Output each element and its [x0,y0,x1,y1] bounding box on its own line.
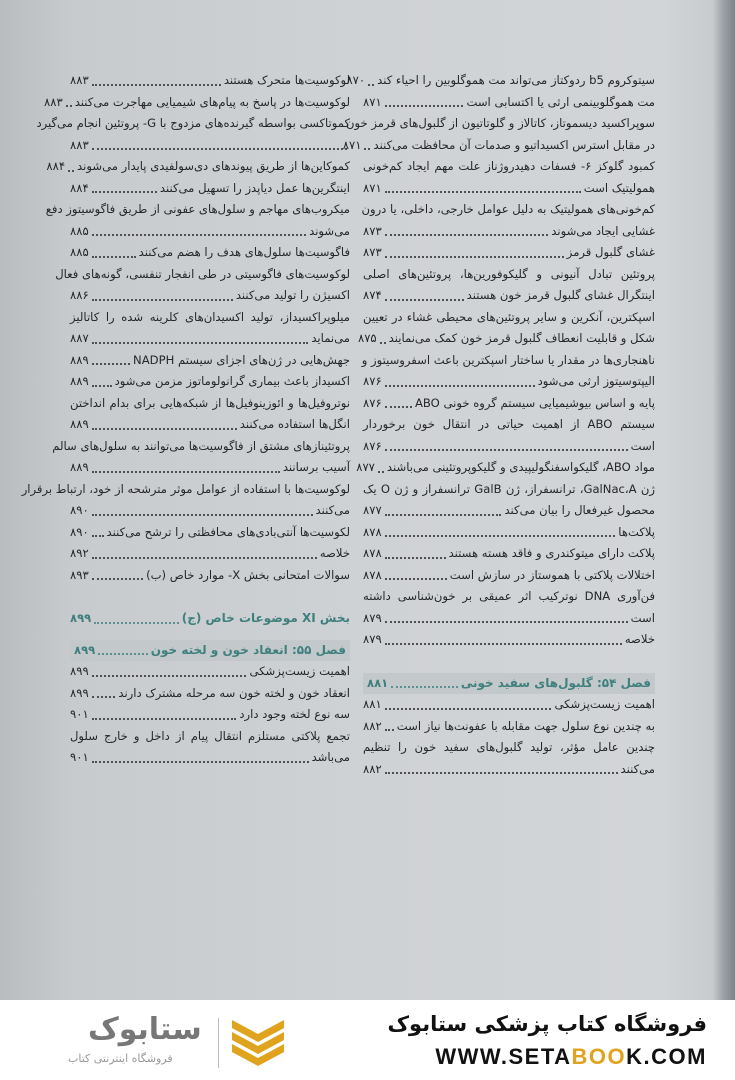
toc-entry-page: ۸۹۹ [70,664,89,678]
toc-column-right [342,70,656,780]
dot-leader [92,535,104,537]
toc-entry-text: مت هموگلوبینمی ارثی یا اکتسابی است [466,94,655,109]
dot-leader [385,535,616,537]
toc-entry[interactable] [363,436,655,458]
dot-leader [92,363,130,365]
toc-entry[interactable] [70,457,350,479]
toc-entry [21,479,350,501]
dot-leader [98,653,148,655]
dot-leader [92,256,136,258]
dot-leader [92,234,306,236]
toc-entry-text: اکسیداز باعث بیماری گرانولوماتوز مزمن می‌شود [114,374,350,388]
toc-entry-text: غشایی ایجاد می‌شوند [551,223,655,238]
toc-entry-page: ۸۷۱ [342,137,362,152]
toc-entries-right [342,70,656,651]
toc-entry-page: ۸۸۶ [70,288,89,302]
toc-entry-text: خلاصه [624,632,655,646]
toc-entry-text: می‌نماید [311,331,350,345]
toc-entry-page: ۸۷۷ [356,460,375,474]
toc-entry[interactable] [363,759,655,781]
toc-entry[interactable] [70,70,350,92]
dot-leader [385,105,464,107]
store-footer-banner [0,1000,735,1080]
url-highlight: BOO [571,1044,627,1069]
dot-leader [385,514,502,516]
toc-entry-text: لوکوسیت‌ها در پاسخ به پیام‌های شیمیایی مهاجرت می‌کنند [74,94,350,109]
toc-entry [363,307,655,329]
toc-entry[interactable] [70,221,350,243]
toc-entry-text: کم‌خونی‌های همولیتیک به دلیل عوامل خارجی، داخلی، یا درون [361,202,655,216]
toc-entry[interactable] [357,328,655,350]
toc-entry[interactable] [363,92,655,114]
dot-leader [94,622,178,624]
toc-entry-text: پروتئین تبادل آنیونی و گلیکوفورین‌ها، پروتئین‌های اصلی [363,266,655,281]
dot-leader [92,428,237,430]
toc-entry-page: ۸۸۴ [46,159,66,173]
dot-leader [92,471,280,473]
toc-entry-text: پروتئینازهای مشتق از فاگوسیت‌ها می‌توانند به سلول‌های سالم [52,438,350,453]
toc-entry [70,393,350,415]
toc-entry-text: به چندین نوع سلول جهت مقابله با عفونت‌ها نیاز است [396,718,655,733]
toc-entry-page: ۸۷۸ [363,546,382,560]
toc-column-left [21,70,350,769]
dot-leader [92,191,157,193]
toc-entries-left [21,70,350,586]
toc-entry-page: ۸۸۳ [70,137,89,152]
store-url-link[interactable] [435,1044,707,1070]
toc-entry-page: ۸۷۷ [363,503,382,517]
toc-entry-text: چندین عامل مؤثر، تولید گلبول‌های سفید خون را تنظیم [363,740,655,754]
dot-leader [92,718,237,720]
dot-leader [92,299,233,301]
dot-leader [92,385,112,387]
dot-leader [385,708,552,710]
dot-leader [92,84,221,86]
page-edge-shadow [713,0,735,1000]
toc-entry [363,156,655,178]
toc-entry-text: لوکوسیت‌ها با استفاده از عوامل موثر مترشحه از خود، ارتباط برقرار [21,481,350,496]
dot-leader [92,761,309,763]
dot-leader [368,84,374,86]
dot-leader [385,385,535,387]
toc-entry[interactable] [70,135,350,157]
toc-entry [36,113,350,135]
dot-leader [92,578,143,580]
toc-entry-text: خلاصه [319,546,350,560]
dot-leader [385,772,618,774]
toc-entry [363,414,655,436]
toc-entry[interactable] [44,92,350,114]
toc-entry-page: ۸۷۸ [363,567,382,582]
toc-entry-text: کموتاکسی بواسطه گیرنده‌های مزدوج با G- پروتئین انجام می‌گیرد [36,116,350,130]
dot-leader [68,170,74,172]
toc-entry-text: پلاکت‌ها [618,524,655,539]
toc-entry[interactable] [70,350,350,372]
toc-entry [45,199,350,221]
dot-leader [385,256,564,258]
toc-entry[interactable] [70,704,350,726]
toc-entry-text: اسپکترین، آنکرین و سایر پروتئین‌های محیطی غشاء در تعیین [363,309,655,324]
dot-leader [380,342,386,344]
toc-entry-text: است [630,438,655,453]
toc-entry[interactable] [363,500,655,522]
toc-entry[interactable] [70,500,350,522]
toc-entry-page: ۸۸۵ [70,245,89,259]
toc-entry-page: ۸۷۶ [363,374,382,388]
dot-leader [92,557,317,559]
toc-entry-text: میکروب‌های مهاجم و سلول‌های عفونی از طریق فاگوسیتوز دفع [45,202,350,216]
dot-leader [378,471,384,473]
toc-entry [70,726,350,748]
toc-entry-text: شکل و قابلیت انعطاف گلبول قرمز خون کمک می‌نمایند [388,331,655,345]
toc-entry-page: ۸۸۴ [70,180,89,195]
url-suffix: K.COM [626,1044,707,1069]
toc-entry-text: پلاکت دارای میتوکندری و فاقد هسته هستند [448,546,655,560]
toc-entry [363,737,655,759]
toc-entry-text: اینتگرین‌ها عمل دیاپدز را تسهیل می‌کنند [159,180,350,195]
toc-entry[interactable] [363,221,655,243]
toc-entry-page: ۸۸۳ [44,94,63,109]
toc-entry-text: ناهنجاری‌ها در مقدار یا ساختار اسپکترین باعث اسفروسیتوز و [361,352,655,367]
toc-entry[interactable] [363,242,655,264]
toc-entry-page: ۸۷۹ [363,632,382,646]
toc-entry[interactable] [70,242,350,264]
toc-entry[interactable] [363,285,655,307]
toc-entry-text: لوکوسیت‌ها متحرک هستند [223,73,350,87]
toc-entry-text: کموکاین‌ها از طریق پیوندهای دی‌سولفیدی پایدار می‌شوند [77,159,350,173]
dot-leader [391,686,458,688]
toc-entry-page: ۸۹۲ [70,546,89,560]
store-name: فروشگاه کتاب پزشکی ستابوک [387,1012,707,1036]
toc-entry [363,264,655,286]
toc-entry-text: نوتروفیل‌ها و ائوزینوفیل‌ها از شبکه‌هایی برای بدام انداختن [70,395,350,410]
toc-entry-text: پایه و اساس بیوشیمیایی سیستم گروه خونی ABO [415,395,655,410]
toc-entry-page: ۸۷۶ [363,438,382,453]
toc-entry-text: فاگوسیت‌ها سلول‌های هدف را هضم می‌کنند [138,245,350,259]
toc-entry-page: ۸۷۴ [363,288,382,302]
chapter-54-entries [363,694,655,780]
toc-entry[interactable] [363,608,655,630]
chapter-page: ۸۹۹ [74,642,96,657]
toc-entry[interactable] [70,683,350,705]
toc-entry-text: می‌باشد [311,750,350,764]
dot-leader [385,729,394,731]
toc-entry[interactable] [363,565,655,587]
toc-entry-page: ۸۸۳ [70,73,89,87]
toc-entry[interactable] [363,629,655,651]
toc-entry-text: اختلالات پلاکتی با هموستاز در سازش است [449,567,655,582]
toc-entry-text: است [630,610,655,625]
toc-entry-page: ۸۸۹ [70,374,89,388]
toc-entry-text: آسیب برسانند [282,460,350,474]
toc-entry [363,199,655,221]
toc-entry-page: ۸۷۳ [363,223,382,238]
toc-entry-text: سوالات امتحانی بخش X- موارد خاص (ب) [146,567,350,582]
toc-entry[interactable] [363,371,655,393]
toc-entry-text: مواد ABO، گلیکواسفنگولیپیدی و گلیکوپروتئینی می‌باشند [386,460,655,474]
toc-entry-page: ۸۷۰ [346,73,366,87]
toc-entry[interactable] [70,414,350,436]
toc-entry-text: در مقابل استرس اکسیداتیو و صدمات آن محافظت می‌کنند [373,137,655,152]
toc-entry [363,586,655,608]
toc-entry-text: اکسیژن را تولید می‌کنند [235,288,350,302]
toc-entry[interactable] [70,543,350,565]
toc-entry[interactable] [363,694,655,716]
toc-entry-text: اهمیت زیست‌پزشکی [249,664,350,678]
toc-entry-page: ۸۸۷ [70,331,89,345]
logo-divider [218,1018,219,1068]
toc-entry-text: انگل‌ها استفاده می‌کنند [239,417,350,431]
toc-entry [70,307,350,329]
toc-entry-page: ۸۷۱ [363,180,382,195]
toc-entry-text: تجمع پلاکتی مستلزم انتقال پیام از داخل و خارج سلول [70,728,350,743]
toc-entry [363,479,655,501]
chapter-page: ۸۸۱ [367,675,389,690]
chapter-title: فصل ۵۵: انعقاد خون و لخته خون [150,642,346,657]
toc-entry-page: ۸۷۸ [363,524,382,539]
toc-entry-page: ۸۹۹ [70,685,89,700]
toc-entry-text: لوکوسیت‌های فاگوسیتی در طی انفجار تنفسی، گونه‌های فعال [55,266,350,281]
toc-entry-text: جهش‌هایی در ژن‌های اجزای سیستم NADPH [133,352,350,367]
toc-entry-text: میلوپراکسیداز، تولید اکسیدان‌های کلرینه شده را کاتالیز [70,309,350,324]
toc-entry-page: ۸۷۱ [363,94,382,109]
toc-entry-page: ۸۸۹ [70,417,89,431]
toc-entry[interactable] [70,565,350,587]
chapter-55-heading[interactable] [70,640,350,662]
toc-entry[interactable] [356,457,655,479]
url-prefix: WWW.SETA [435,1044,572,1069]
toc-entry[interactable] [70,371,350,393]
toc-entry[interactable] [70,328,350,350]
toc-entry-text: فن‌آوری DNA نوترکیب اثر عمیقی بر خون‌شناسی داشته [363,589,655,603]
toc-entry-page: ۸۷۶ [363,395,382,410]
toc-entry-page: ۸۸۵ [70,223,89,238]
toc-entry-text: سیتوکروم b5 ردوکتاز می‌تواند مت هموگلوبین را احیاء کند [377,73,655,87]
toc-entry[interactable] [363,178,655,200]
toc-entry-page: ۸۸۲ [363,718,382,733]
toc-entry-page: ۸۸۱ [363,697,382,711]
toc-entry[interactable] [363,543,655,565]
toc-entry[interactable] [70,747,350,769]
toc-entry-page: ۹۰۱ [70,750,89,764]
toc-entry-text: کمبود گلوکز ۶- فسفات دهیدروژناز علت مهم ایجاد کم‌خونی [363,159,656,173]
toc-entry-page: ۸۷۵ [357,331,377,345]
toc-entry[interactable] [70,522,350,544]
dot-leader [364,148,370,150]
toc-entry-page: ۸۷۳ [363,245,382,259]
toc-entry-text: غشای گلبول قرمز [566,245,655,259]
toc-entry-page: ۸۹۳ [70,567,89,582]
toc-entry-text: سوپراکسید دیسموتاز، کاتالاز و گلوتاتیون از گلبول‌های قرمز خون [346,116,655,130]
chapter-title: فصل ۵۴: گلبول‌های سفید خونی [460,675,651,690]
toc-entry-page: ۸۹۰ [70,503,89,517]
toc-entry [55,264,350,286]
part-page: ۸۹۹ [70,611,92,625]
toc-entry-text: لکوسیت‌ها آنتی‌بادی‌های محافظتی را ترشح می‌کنند [106,524,350,539]
toc-entry-text: می‌کنند [620,761,655,776]
dot-leader [66,105,72,107]
chevron-stack-icon [232,1020,284,1066]
toc-entry [346,113,655,135]
toc-entry [52,436,350,458]
logo-subtitle: فروشگاه اینترنتی کتاب [68,1052,173,1065]
dot-leader [92,148,347,150]
toc-entry[interactable] [363,522,655,544]
chapter-54-heading[interactable] [363,673,655,695]
toc-entry[interactable] [342,135,655,157]
dot-leader [92,675,247,677]
dot-leader [92,514,313,516]
store-logo[interactable] [28,1012,288,1072]
toc-entry-page: ۸۸۹ [70,460,89,474]
dot-leader [92,696,116,698]
toc-entry-text: سه نوع لخته وجود دارد [239,707,350,721]
toc-entry[interactable] [363,393,655,415]
toc-entry[interactable] [363,716,655,738]
toc-entry-page: ۸۸۲ [363,761,382,776]
toc-entry-page: ۸۷۹ [363,610,382,625]
dot-leader [385,406,412,408]
dot-leader [385,643,622,645]
toc-entry-text: همولیتیک است [583,180,655,195]
dot-leader [385,234,549,236]
toc-entry-page: ۸۸۹ [70,352,89,367]
toc-entry-text: اهمیت زیست‌پزشکی [554,697,655,711]
dot-leader [92,342,309,344]
toc-entry-text: ژن GalNac،A، ترانسفراز، ژن GalB ترانسفراز و ژن O یک [363,481,655,496]
part-xi-heading[interactable] [70,608,350,630]
chapter-55-entries [70,661,350,769]
toc-entry[interactable] [70,285,350,307]
dot-leader [385,578,447,580]
logo-wordmark: ستابوک [88,1012,202,1047]
toc-entry-text: الیپتوسیتوز ارثی می‌شود [537,374,655,388]
toc-entry-page: ۹۰۱ [70,707,89,721]
toc-entry-text: انعقاد خون و لخته خون سه مرحله مشترک دارند [118,685,350,700]
toc-entry[interactable] [70,178,350,200]
dot-leader [385,299,464,301]
toc-entry[interactable] [46,156,350,178]
dot-leader [385,449,628,451]
part-title: بخش XI موضوعات خاص (ج) [181,611,350,625]
dot-leader [385,191,581,193]
toc-entry-page: ۸۹۰ [70,524,89,539]
dot-leader [385,557,446,559]
toc-entry [363,350,655,372]
toc-entry-text: سیستم ABO از اهمیت حیاتی در انتقال خون برخوردار [363,417,655,431]
toc-entry-text: محصول غیرفعال را بیان می‌کند [504,503,655,517]
toc-entry-text: می‌شوند [309,223,350,238]
dot-leader [385,621,628,623]
toc-entry[interactable] [70,661,350,683]
toc-entry-text: اینتگرال غشای گلبول قرمز خون هستند [466,288,655,302]
toc-entry[interactable] [346,70,655,92]
toc-entry-text: می‌کنند [315,503,350,517]
